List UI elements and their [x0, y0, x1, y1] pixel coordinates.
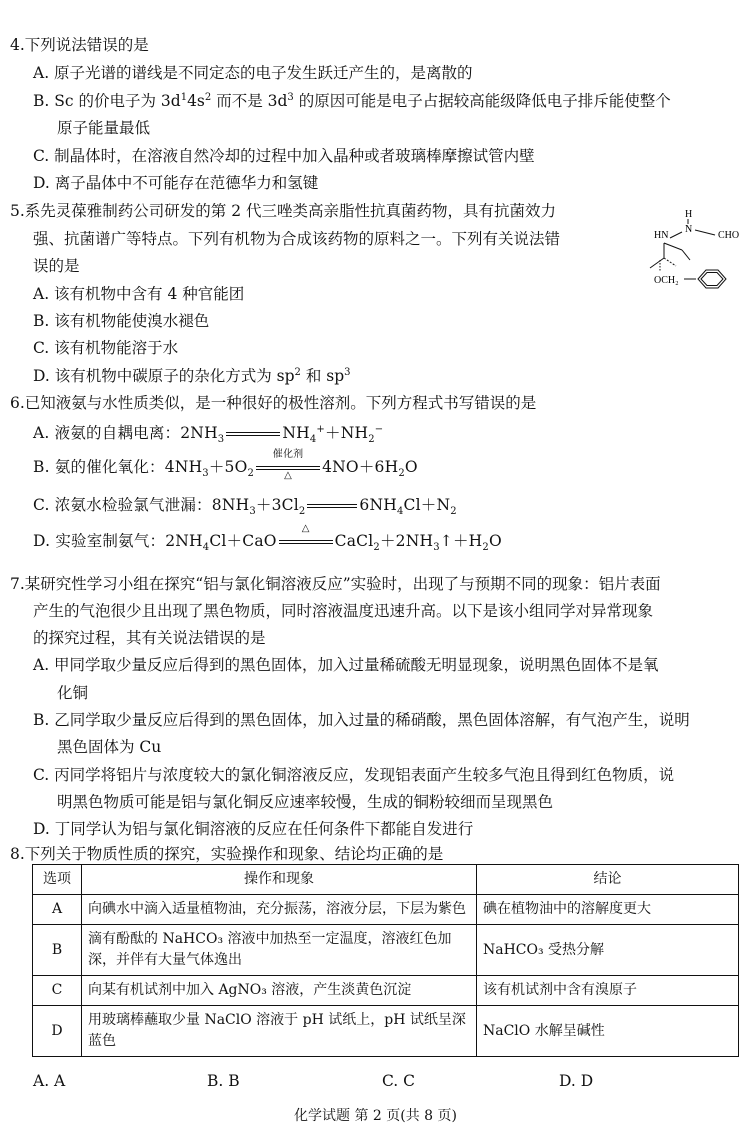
q7-option-d: D. 丁同学认为铝与氯化铜溶液的反应在任何条件下都能自发进行 — [33, 820, 474, 838]
q7-stem-1: 7.某研究性学习小组在探究“铝与氯化铜溶液反应”实验时，出现了与预期不同的现象：铝片表面 — [10, 575, 661, 593]
reaction-condition-heat: △ — [279, 535, 333, 549]
mol-n-label: N — [685, 224, 693, 235]
row-operation: 用玻璃棒蘸取少量 NaClO 溶液于 pH 试纸上，pH 试纸呈深蓝色 — [82, 1006, 477, 1057]
q8-answer-a: A. A — [33, 1072, 66, 1090]
q5-stem-2: 强、抗菌谱广等特点。下列有机物为合成该药物的原料之一。下列有关说法错 — [33, 230, 561, 248]
table-row — [33, 925, 739, 976]
q8-answer-b: B. B — [207, 1072, 240, 1090]
q8-answer-d: D. D — [559, 1072, 594, 1090]
row-operation: 滴有酚酞的 NaHCO₃ 溶液中加热至一定温度，溶液红色加深，并伴有大量气体逸出 — [82, 925, 477, 976]
q4-option-d: D. 离子晶体中不可能存在范德华力和氢键 — [33, 174, 319, 192]
mol-hn-label: HN — [654, 230, 669, 241]
q5-stem-1: 5.系先灵葆雅制药公司研发的第 2 代三唑类高亲脂性抗真菌药物，具有抗菌效力 — [10, 202, 557, 220]
q6-option-c: C. 浓氨水检验氯气泄漏：$8NH_3+3Cl_2$ $6NH_4Cl+N_2$ — [33, 496, 457, 518]
row-conclusion: NaHCO₃ 受热分解 — [477, 925, 739, 976]
row-option: A — [33, 895, 82, 925]
row-conclusion: NaClO 水解呈碱性 — [477, 1006, 739, 1057]
q7-option-a-cont: 化铜 — [57, 684, 89, 702]
mol-och2-label: OCH₂ — [654, 275, 679, 286]
q4-option-b: B. Sc 的价电子为 $3d^14s^2$ 而不是 $3d^3$ 的原因可能是电子占据较高能级降低电子排斥能使整个 — [33, 91, 671, 110]
q7-option-c-cont: 明黑色物质可能是铝与氯化铜反应速率较慢，生成的铜粉较细而呈现黑色 — [57, 793, 554, 811]
header-operation: 操作和现象 — [82, 865, 477, 895]
q4-option-b-cont: 原子能量最低 — [57, 119, 151, 137]
table-row — [33, 895, 739, 925]
q4-option-c: C. 制晶体时，在溶液自然冷却的过程中加入晶种或者玻璃棒摩擦试管内壁 — [33, 147, 535, 165]
q7-stem-3: 的探究过程，其有关说法错误的是 — [33, 629, 266, 647]
row-option: C — [33, 976, 82, 1006]
row-conclusion: 该有机试剂中含有溴原子 — [477, 976, 739, 1006]
table-row — [33, 1006, 739, 1057]
q6-option-b: B. 氨的催化氧化：$4NH_3+5O_2$ 催化剂 △ $4NO+6H_2O$ — [33, 449, 418, 481]
table-header-row — [33, 865, 739, 895]
header-conclusion: 结论 — [477, 865, 739, 895]
equals-double-line — [226, 427, 280, 441]
q5-stem-3: 误的是 — [33, 257, 80, 275]
row-option: D — [33, 1006, 82, 1057]
equals-double-line — [307, 499, 357, 513]
q7-option-b-cont: 黑色固体为 Cu — [57, 738, 162, 756]
q8-answer-c: C. C — [382, 1072, 416, 1090]
row-conclusion: 碘在植物油中的溶解度更大 — [477, 895, 739, 925]
q5-option-b: B. 该有机物能使溴水褪色 — [33, 312, 210, 330]
row-operation: 向碘水中滴入适量植物油，充分振荡，溶液分层，下层为紫色 — [82, 895, 477, 925]
row-option: B — [33, 925, 82, 976]
q7-stem-2: 产生的气泡很少且出现了黑色物质，同时溶液温度迅速升高。以下是该小组同学对异常现象 — [33, 602, 654, 620]
molecule-structure-diagram — [640, 208, 750, 300]
header-option: 选项 — [33, 865, 82, 895]
q6-stem: 6.已知液氨与水性质类似，是一种很好的极性溶剂。下列方程式书写错误的是 — [10, 394, 537, 412]
q6-option-d: D. 实验室制氨气：$2NH_4Cl+CaO$ △ $CaCl_2+2NH_3↑+H_2O$ — [33, 523, 502, 554]
mol-cho-label: CHO — [718, 230, 740, 241]
q8-table — [32, 864, 739, 1057]
mol-h-label: H — [685, 209, 693, 220]
q7-option-c: C. 丙同学将铝片与浓度较大的氯化铜溶液反应，发现铝表面产生较多气泡且得到红色物质，说 — [33, 766, 675, 784]
q5-option-a: A. 该有机物中含有 4 种官能团 — [33, 285, 245, 303]
q4-stem: 4.下列说法错误的是 — [10, 36, 149, 54]
q6-option-a: A. 液氨的自耦电离：$2NH_3$ $NH_4^++NH_2^-$ — [33, 423, 384, 446]
reaction-condition-catalyst: 催化剂 △ — [256, 461, 320, 475]
row-operation: 向某有机试剂中加入 AgNO₃ 溶液，产生淡黄色沉淀 — [82, 976, 477, 1006]
q5-option-c: C. 该有机物能溶于水 — [33, 339, 179, 357]
q7-option-b: B. 乙同学取少量反应后得到的黑色固体，加入过量的稀硝酸，黑色固体溶解，有气泡产生，说明 — [33, 711, 690, 729]
q7-option-a: A. 甲同学取少量反应后得到的黑色固体，加入过量稀硫酸无明显现象，说明黑色固体不是氧 — [33, 656, 659, 674]
q8-stem: 8.下列关于物质性质的探究，实验操作和现象、结论均正确的是 — [10, 845, 444, 863]
q4-option-a: A. 原子光谱的谱线是不同定态的电子发生跃迁产生的，是离散的 — [33, 64, 473, 82]
table-row — [33, 976, 739, 1006]
q5-option-d: D. 该有机物中碳原子的杂化方式为 $sp^2$ 和 $sp^3$ — [33, 366, 351, 385]
page-footer: 化学试题 第 2 页(共 8 页) — [294, 1108, 457, 1124]
